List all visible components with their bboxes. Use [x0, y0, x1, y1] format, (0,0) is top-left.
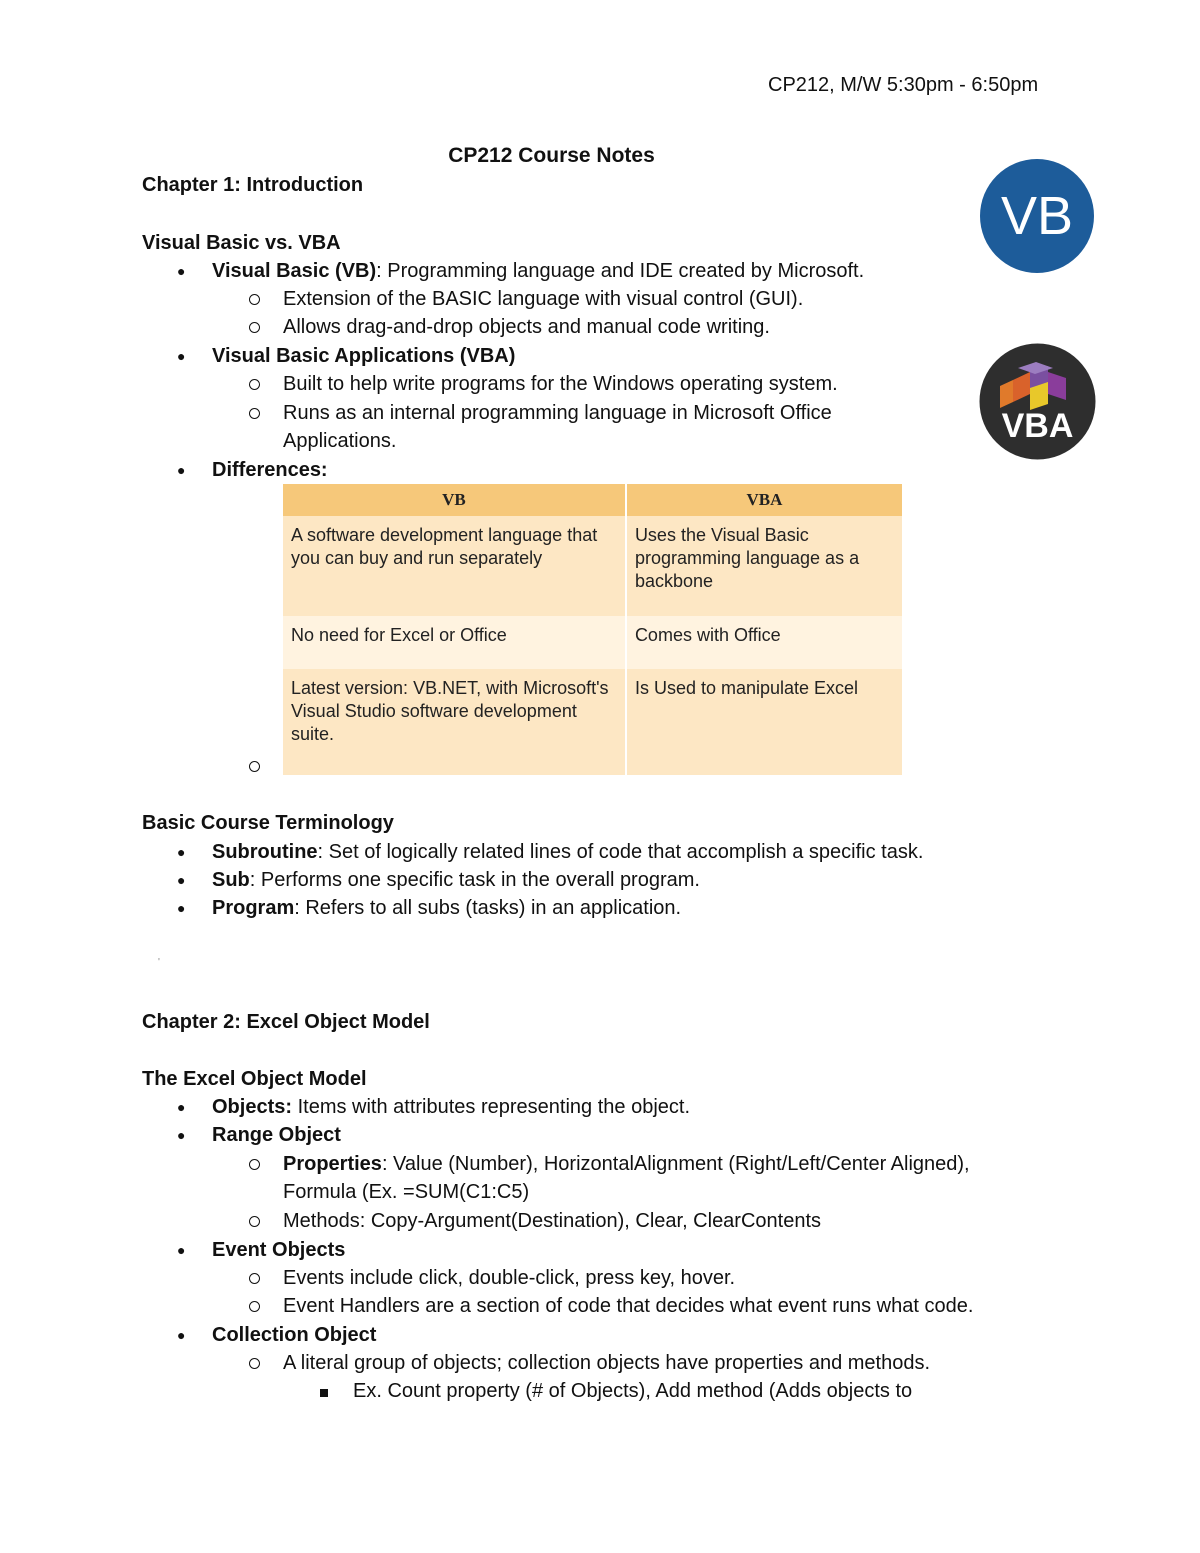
bullet-square [320, 1389, 328, 1397]
terminology-heading: Basic Course Terminology [142, 812, 394, 834]
bullet-dot: ● [177, 348, 186, 364]
excel-object-model-heading: The Excel Object Model [142, 1068, 367, 1090]
vb-logo-icon [979, 158, 1095, 274]
vba-logo-icon [978, 342, 1097, 461]
bullet-dot: ● [177, 263, 186, 279]
bullet-dot: ● [177, 844, 186, 860]
course-time-header: CP212, M/W 5:30pm - 6:50pm [768, 74, 1039, 96]
table-cell: Latest version: VB.NET, with Microsoft's Visual Studio software development suite. [283, 669, 626, 775]
properties-term: Properties [283, 1153, 382, 1175]
bullet-dot: ● [177, 900, 186, 916]
collection-object-term: Collection Object [212, 1324, 377, 1346]
table-cell: Uses the Visual Basic programming language as a backbone [626, 516, 903, 616]
bullet-circle [249, 1301, 260, 1312]
page-title: CP212 Course Notes [448, 144, 655, 167]
term-sub [212, 867, 700, 893]
table-row [283, 516, 903, 616]
term-desc: : Refers to all subs (tasks) in an application. [294, 897, 682, 919]
range-properties-cont: Formula (Ex. =SUM(C1:C5) [283, 1181, 530, 1203]
bullet-circle [249, 1358, 260, 1369]
table-cell: Is Used to manipulate Excel [626, 669, 903, 775]
objects-desc: Items with attributes representing the object. [292, 1096, 691, 1118]
bullet-dot: ● [177, 1099, 186, 1115]
table-cell: No need for Excel or Office [283, 616, 626, 668]
differences-term: Differences: [212, 459, 328, 481]
term-label: Subroutine [212, 841, 318, 863]
bullet-circle [249, 1273, 260, 1284]
table-cell: Comes with Office [626, 616, 903, 668]
collection-sub1a: Ex. Count property (# of Objects), Add method (Adds objects to [353, 1380, 913, 1402]
vba-term: Visual Basic Applications (VBA) [212, 345, 516, 367]
event-objects-term: Event Objects [212, 1239, 346, 1261]
range-object-term: Range Object [212, 1124, 341, 1146]
bullet-dot: ● [177, 872, 186, 888]
vba-sub1: Built to help write programs for the Windows operating system. [283, 373, 838, 395]
chapter1-heading: Chapter 1: Introduction [142, 174, 364, 196]
bullet-dot: ● [177, 1242, 186, 1258]
table-header-vba: VBA [626, 484, 903, 516]
vba-sub2-line2: Applications. [283, 430, 397, 452]
events-sub2: Event Handlers are a section of code that decides what event runs what code. [283, 1295, 974, 1317]
bullet-dot: ● [177, 1127, 186, 1143]
vba-sub2-line1: Runs as an internal programming language in Microsoft Office [283, 402, 832, 424]
term-subroutine [212, 839, 923, 865]
bullet-circle [249, 294, 260, 305]
section-vb-vs-vba-heading: Visual Basic vs. VBA [142, 232, 341, 254]
table-row [283, 616, 903, 668]
table-header-vb: VB [283, 484, 626, 516]
bullet-circle [249, 1159, 260, 1170]
bullet-circle [249, 379, 260, 390]
term-program [212, 895, 681, 921]
bullet-circle [249, 761, 260, 772]
events-sub1: Events include click, double-click, press key, hover. [283, 1267, 736, 1289]
term-label: Sub [212, 869, 250, 891]
vb-definition [212, 258, 864, 284]
bullet-circle [249, 1216, 260, 1227]
page-mark: ' [158, 957, 160, 968]
vb-term: Visual Basic (VB) [212, 260, 377, 282]
vb-sub1: Extension of the BASIC language with visual control (GUI). [283, 288, 804, 310]
bullet-dot: ● [177, 1327, 186, 1343]
bullet-dot: ● [177, 462, 186, 478]
objects-definition [212, 1094, 690, 1120]
range-methods: Methods: Copy-Argument(Destination), Clear, ClearContents [283, 1210, 822, 1232]
chapter2-heading: Chapter 2: Excel Object Model [142, 1011, 430, 1033]
vb-desc: : Programming language and IDE created by Microsoft. [376, 260, 865, 282]
term-desc: : Set of logically related lines of code that accomplish a specific task. [317, 841, 924, 863]
properties-desc: : Value (Number), HorizontalAlignment (Right/Left/Center Aligned), [381, 1153, 970, 1175]
range-properties [283, 1151, 970, 1177]
term-desc: : Performs one specific task in the overall program. [249, 869, 700, 891]
vb-logo-text: VB [1000, 186, 1074, 246]
bullet-circle [249, 322, 260, 333]
term-label: Program [212, 897, 295, 919]
vba-logo-text: VBA [1001, 407, 1074, 445]
differences-table [283, 484, 904, 775]
collection-sub1: A literal group of objects; collection objects have properties and methods. [283, 1352, 931, 1374]
table-row [283, 669, 903, 775]
objects-term: Objects: [212, 1096, 293, 1118]
table-cell: A software development language that you can buy and run separately [283, 516, 626, 616]
vb-sub2: Allows drag-and-drop objects and manual code writing. [283, 316, 770, 338]
bullet-circle [249, 408, 260, 419]
